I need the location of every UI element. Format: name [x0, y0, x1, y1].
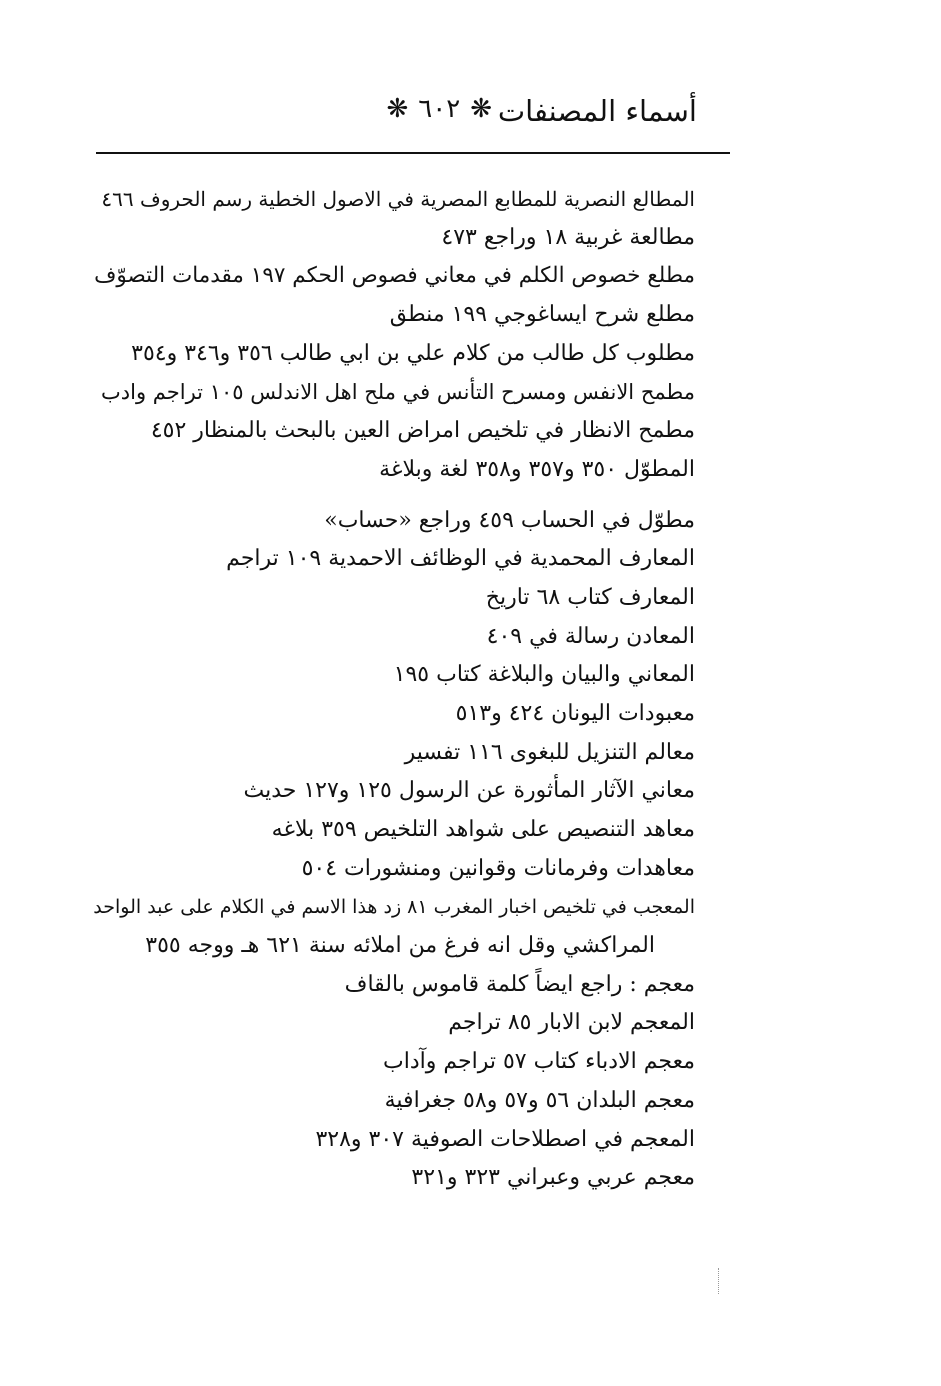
- page-header: [95, 88, 730, 134]
- index-entry: مطوّل في الحساب ٤٥٩ وراجع «حساب»: [324, 507, 695, 533]
- index-entry-continuation: المراكشي وقل انه فرغ من املائه سنة ٦٢١ هـ ووجه ٣٥٥: [145, 933, 655, 959]
- index-entry: مطلع خصوص الكلم في معاني فصوص الحكم ١٩٧ مقدمات التصوّف: [94, 263, 695, 289]
- page-number-group: [377, 92, 503, 126]
- index-entry: مطمح الانفس ومسرح التأنس في ملح اهل الاندلس ١٠٥ تراجم وادب: [101, 380, 695, 405]
- index-entry: المعجم لابن الابار ٨٥ تراجم: [448, 1010, 695, 1036]
- index-entry: معاهد التنصيص على شواهد التلخيص ٣٥٩ بلاغه: [271, 817, 695, 842]
- index-entry: معجم : راجع ايضاً كلمة قاموس بالقاف: [344, 971, 695, 997]
- scan-mark: [718, 1268, 720, 1294]
- index-entry: المعارف كتاب ٦٨ تاريخ: [485, 584, 695, 610]
- index-entry: المعجم في اصطلاحات الصوفية ٣٠٧ و٣٢٨: [315, 1126, 695, 1152]
- ornament-right-icon: ❋: [470, 94, 492, 124]
- index-entry: معاني الآثار المأثورة عن الرسول ١٢٥ و١٢٧ حديث: [243, 778, 695, 804]
- index-entry: معبودات اليونان ٤٢٤ و٥١٣: [455, 700, 695, 726]
- index-entry: المعجب في تلخيص اخبار المغرب ٨١ زد هذا الاسم في الكلام على عبد الواحد: [93, 896, 695, 919]
- running-title: أسماء المصنفات: [497, 94, 697, 128]
- index-entry: مطمح الانظار في تلخيص امراض العين بالبحث بالمنظار ٤٥٢: [150, 418, 695, 444]
- header-rule: [96, 152, 730, 154]
- index-entry: المعاني والبيان والبلاغة كتاب ١٩٥: [393, 662, 695, 688]
- index-entry: معالم التنزيل للبغوى ١١٦ تفسير: [404, 739, 695, 765]
- index-entry: مطلع شرح ايساغوجي ١٩٩ منطق: [389, 302, 695, 328]
- index-entry: معجم الادباء كتاب ٥٧ تراجم وآداب: [383, 1049, 695, 1075]
- ornament-left-icon: ❋: [386, 94, 409, 124]
- page-number: ٦٠٢: [418, 94, 461, 124]
- index-entries: [90, 180, 695, 1198]
- index-entry: المطوّل ٣٥٠ و٣٥٧ و٣٥٨ لغة وبلاغة: [379, 456, 695, 482]
- index-entry: المطالع النصرية للمطابع المصرية في الاصول الخطية رسم الحروف ٤٦٦: [101, 187, 695, 211]
- index-entry: مطالعة غربية ١٨ وراجع ٤٧٣: [441, 224, 695, 250]
- index-entry: معاهدات وفرمانات وقوانين ومنشورات ٥٠٤: [301, 855, 695, 881]
- index-entry: مطلوب كل طالب من كلام علي بن ابي طالب ٣٥٦ و٣٤٦ و٣٥٤: [131, 340, 695, 366]
- index-entry: معجم عربي وعبراني ٣٢٣ و٣٢١: [411, 1165, 695, 1191]
- index-entry: المعارف المحمدية في الوظائف الاحمدية ١٠٩ تراجم: [226, 546, 695, 572]
- index-entry: معجم البلدان ٥٦ و٥٧ و٥٨ جغرافية: [384, 1087, 695, 1113]
- index-entry: المعادن رسالة في ٤٠٩: [486, 623, 695, 649]
